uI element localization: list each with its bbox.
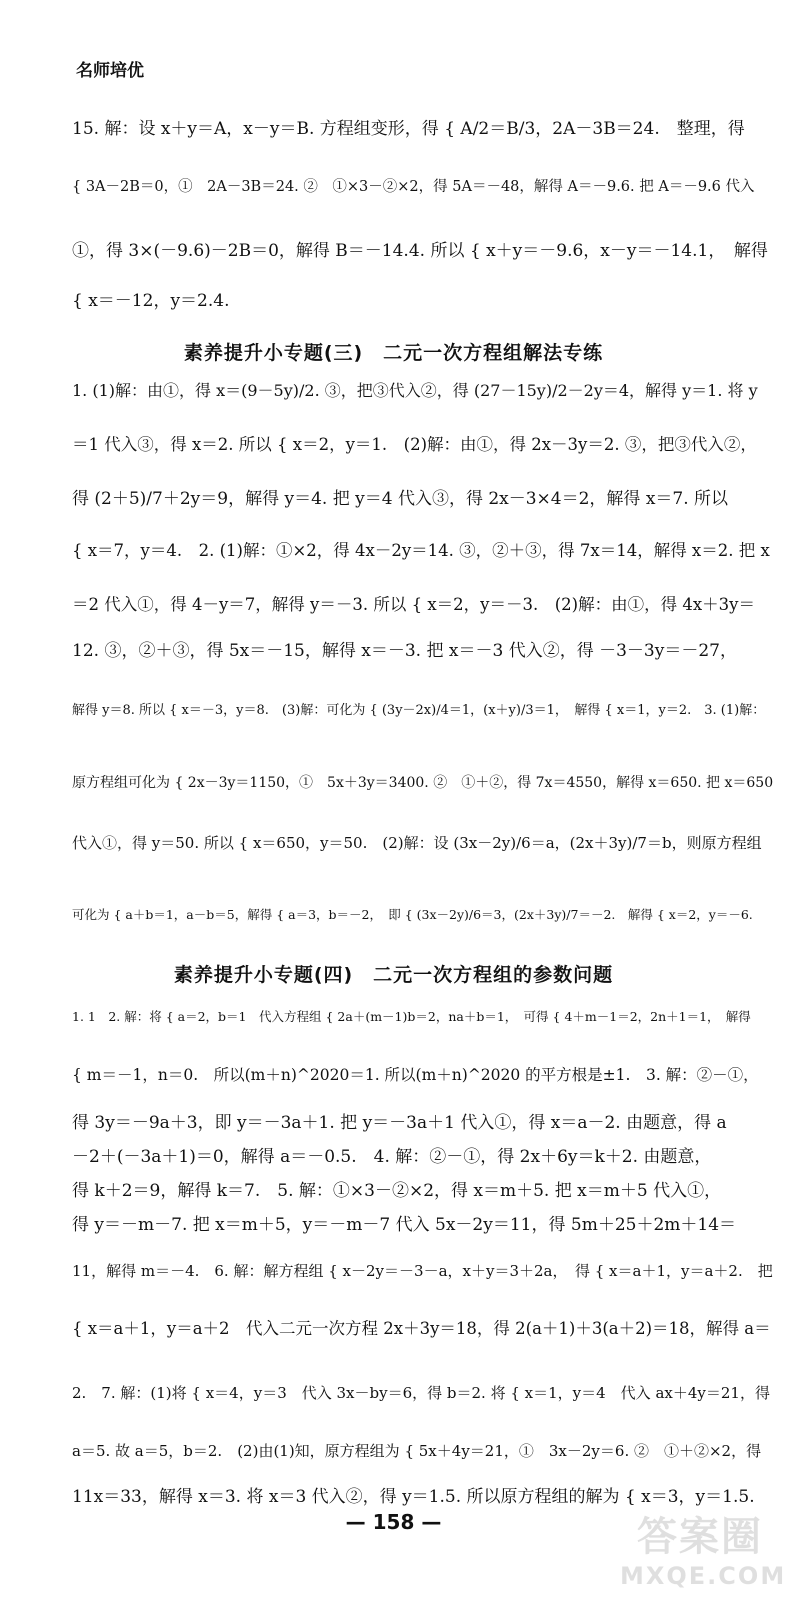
text-line: 代入①，得 y＝50. 所以 { x＝650，y＝50. (2)解：设 (3x－2y)/6＝a，(2x＋3y)/7＝b，则原方程组 [72, 834, 762, 852]
text-line: 11，解得 m＝－4. 6. 解：解方程组 { x－2y＝－3－a，x＋y＝3＋2a， 得 { x＝a＋1，y＝a＋2. 把 [72, 1262, 773, 1280]
text-line: 2. 7. 解：(1)将 { x＝4，y＝3 代入 3x－by＝6，得 b＝2. 将 { x＝1，y＝4 代入 ax＋4y＝21，得 [72, 1384, 770, 1402]
text-line: 15. 解：设 x＋y＝A，x－y＝B. 方程组变形，得 { A/2＝B/3，2A－3B＝24. 整理，得 [72, 119, 745, 139]
text-line: { x＝a＋1，y＝a＋2 代入二元一次方程 2x＋3y＝18，得 2(a＋1)＋3(a＋2)＝18，解得 a＝ [72, 1319, 771, 1338]
text-line: ＝2 代入①，得 4－y＝7，解得 y＝－3. 所以 { x＝2，y＝－3. (2)解：由①，得 4x＋3y＝ [72, 595, 755, 614]
text-line: { 3A－2B＝0，① 2A－3B＝24. ② ①×3－②×2，得 5A＝－48，解得 A＝－9.6. 把 A＝－9.6 代入 [72, 179, 755, 195]
watermark-logo [620, 1505, 787, 1590]
text-line: 得 (2＋5)/7＋2y＝9，解得 y＝4. 把 y＝4 代入③，得 2x－3×4＝2，解得 x＝7. 所以 [72, 489, 729, 509]
section-title: 素养提升小专题(四) 二元一次方程组的参数问题 [173, 964, 614, 986]
watermark-url: MXQE.COM [620, 1562, 787, 1590]
text-line: 1. 1 2. 解：将 { a＝2，b＝1 代入方程组 { 2a＋(m－1)b＝2，na＋b＝1， 可得 { 4＋m－1＝2，2n＋1＝1， 解得 [72, 1009, 751, 1024]
text-line: －2＋(－3a＋1)＝0，解得 a＝－0.5. 4. 解：②－①，得 2x＋6y＝k＋2. 由题意， [72, 1147, 712, 1167]
text-line: ①，得 3×(－9.6)－2B＝0，解得 B＝－14.4. 所以 { x＋y＝－9.6，x－y＝－14.1， 解得 [72, 241, 768, 261]
text-line: ＝1 代入③，得 x＝2. 所以 { x＝2，y＝1. (2)解：由①，得 2x－3y＝2. ③，把③代入②， [72, 435, 757, 454]
text-line: a＝5. 故 a＝5，b＝2. (2)由(1)知，原方程组为 { 5x＋4y＝21，① 3x－2y＝6. ② ①＋②×2，得 [72, 1442, 762, 1460]
text-line: { x＝－12，y＝2.4. [72, 291, 230, 311]
text-line: 得 k＋2＝9，解得 k＝7. 5. 解：①×3－②×2，得 x＝m＋5. 把 x＝m＋5 代入①， [72, 1181, 722, 1201]
watermark-text: 答案圈 [637, 1514, 763, 1560]
text-line: { x＝7，y＝4. 2. (1)解：①×2，得 4x－2y＝14. ③，②＋③，得 7x＝14，解得 x＝2. 把 x [72, 541, 770, 560]
text-line: 可化为 { a＋b＝1，a－b＝5，解得 { a＝3，b＝－2， 即 { (3x－2y)/6＝3，(2x＋3y)/7＝－2. 解得 { x＝2，y＝－6. [72, 907, 753, 922]
section-title: 素养提升小专题(三) 二元一次方程组解法专练 [183, 342, 604, 364]
page-header: 名师培优 [76, 61, 144, 81]
text-line: 解得 y＝8. 所以 { x＝－3，y＝8. (3)解：可化为 { (3y－2x)/4＝1，(x＋y)/3＝1， 解得 { x＝1，y＝2. 3. (1)解： [72, 703, 766, 718]
text-line: 得 3y＝－9a＋3，即 y＝－3a＋1. 把 y＝－3a＋1 代入①，得 x＝a－2. 由题意，得 a [72, 1113, 727, 1133]
page-number: — 158 — [345, 1510, 442, 1534]
text-line: 11x＝33，解得 x＝3. 将 x＝3 代入②，得 y＝1.5. 所以原方程组的解为 { x＝3，y＝1.5. [72, 1487, 755, 1507]
text-line: 12. ③，②＋③，得 5x＝－15，解得 x＝－3. 把 x＝－3 代入②，得 －3－3y＝－27， [72, 641, 737, 661]
text-line: { m＝－1，n＝0. 所以(m＋n)^2020＝1. 所以(m＋n)^2020 的平方根是±1. 3. 解：②－①， [72, 1066, 759, 1084]
text-line: 得 y＝－m－7. 把 x＝m＋5，y＝－m－7 代入 5x－2y＝11，得 5m＋25＋2m＋14＝ [72, 1215, 737, 1235]
text-line: 1. (1)解：由①，得 x＝(9－5y)/2. ③，把③代入②，得 (27－15y)/2－2y＝4，解得 y＝1. 将 y [72, 381, 758, 400]
text-line: 原方程组可化为 { 2x－3y＝1150，① 5x＋3y＝3400. ② ①＋②，得 7x＝4550，解得 x＝650. 把 x＝650 [72, 775, 774, 791]
